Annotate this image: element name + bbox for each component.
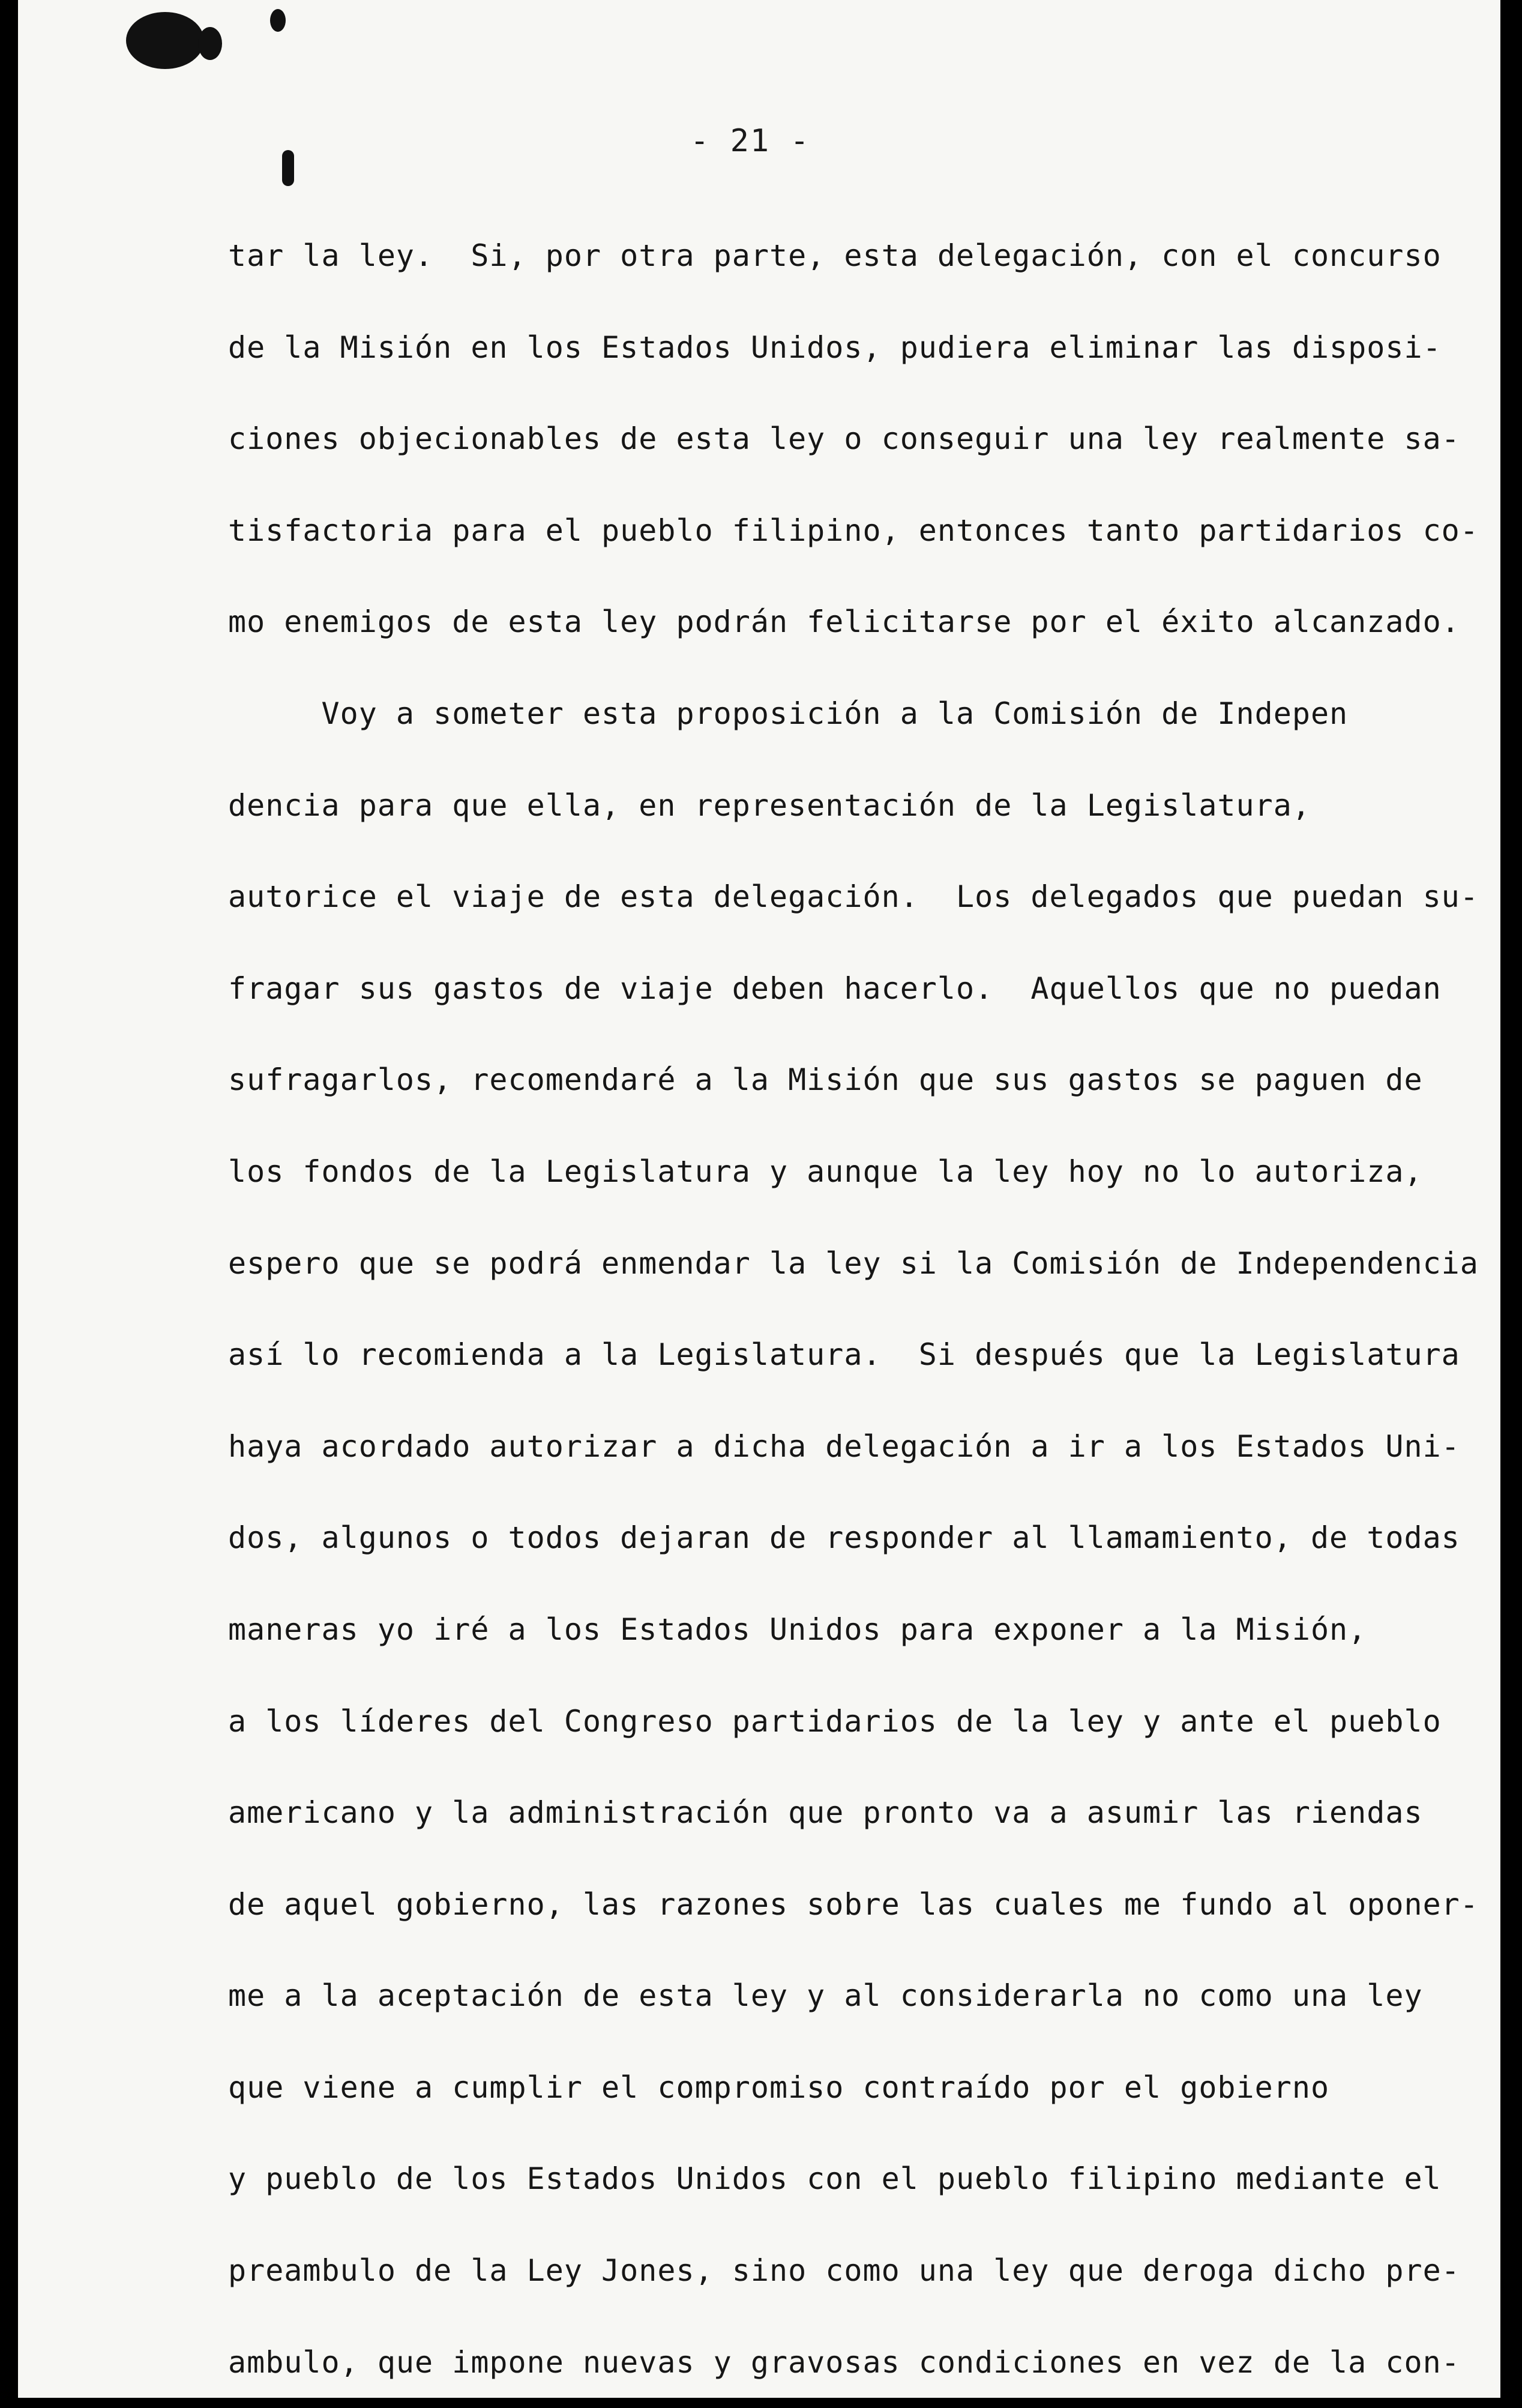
text-line: tar la ley. Si, por otra parte, esta delegación, con el concurso xyxy=(228,238,1442,273)
body-text xyxy=(228,210,1479,2408)
text-line: Voy a someter esta proposición a la Comisión de Indepen xyxy=(228,696,1349,731)
text-line: y pueblo de los Estados Unidos con el pueblo filipino mediante el xyxy=(228,2161,1442,2197)
ink-blot-dot xyxy=(270,9,286,32)
ink-blot xyxy=(126,12,204,69)
ink-blot-drip xyxy=(282,150,294,186)
text-line: dos, algunos o todos dejaran de responder al llamamiento, de todas xyxy=(228,1520,1460,1556)
text-line: autorice el viaje de esta delegación. Los delegados que puedan su- xyxy=(228,879,1479,915)
page-number: - 21 - xyxy=(690,123,810,159)
text-line: sufragarlos, recomendaré a la Misión que sus gastos se paguen de xyxy=(228,1062,1423,1098)
text-line: mo enemigos de esta ley podrán felicitarse por el éxito alcanzado. xyxy=(228,604,1460,640)
text-line: así lo recomienda a la Legislatura. Si después que la Legislatura xyxy=(228,1337,1460,1373)
text-line: maneras yo iré a los Estados Unidos para exponer a la Misión, xyxy=(228,1612,1367,1647)
text-line: de la Misión en los Estados Unidos, pudiera eliminar las disposi- xyxy=(228,330,1442,365)
text-line: a los líderes del Congreso partidarios de la ley y ante el pueblo xyxy=(228,1703,1442,1739)
text-line: que viene a cumplir el compromiso contraído por el gobierno xyxy=(228,2069,1330,2105)
text-line: tisfactoria para el pueblo filipino, entonces tanto partidarios co- xyxy=(228,513,1479,548)
ink-blot-small xyxy=(198,27,222,60)
text-line: me a la aceptación de esta ley y al considerarla no como una ley xyxy=(228,1978,1423,2014)
document-page xyxy=(18,0,1500,2398)
text-line: americano y la administración que pronto va a asumir las riendas xyxy=(228,1795,1423,1831)
text-line: ambulo, que impone nuevas y gravosas condiciones en vez de la con- xyxy=(228,2344,1460,2380)
text-line: espero que se podrá enmendar la ley si la Comisión de Independencia xyxy=(228,1245,1479,1281)
text-line: preambulo de la Ley Jones, sino como una ley que deroga dicho pre- xyxy=(228,2253,1460,2289)
text-line: los fondos de la Legislatura y aunque la ley hoy no lo autoriza, xyxy=(228,1154,1423,1189)
text-line: haya acordado autorizar a dicha delegación a ir a los Estados Uni- xyxy=(228,1428,1460,1464)
text-line: de aquel gobierno, las razones sobre las cuales me fundo al oponer- xyxy=(228,1886,1479,1922)
text-line: dencia para que ella, en representación de la Legislatura, xyxy=(228,787,1311,823)
text-line: ciones objecionables de esta ley o conseguir una ley realmente sa- xyxy=(228,421,1460,457)
text-line: fragar sus gastos de viaje deben hacerlo. Aquellos que no puedan xyxy=(228,971,1442,1006)
